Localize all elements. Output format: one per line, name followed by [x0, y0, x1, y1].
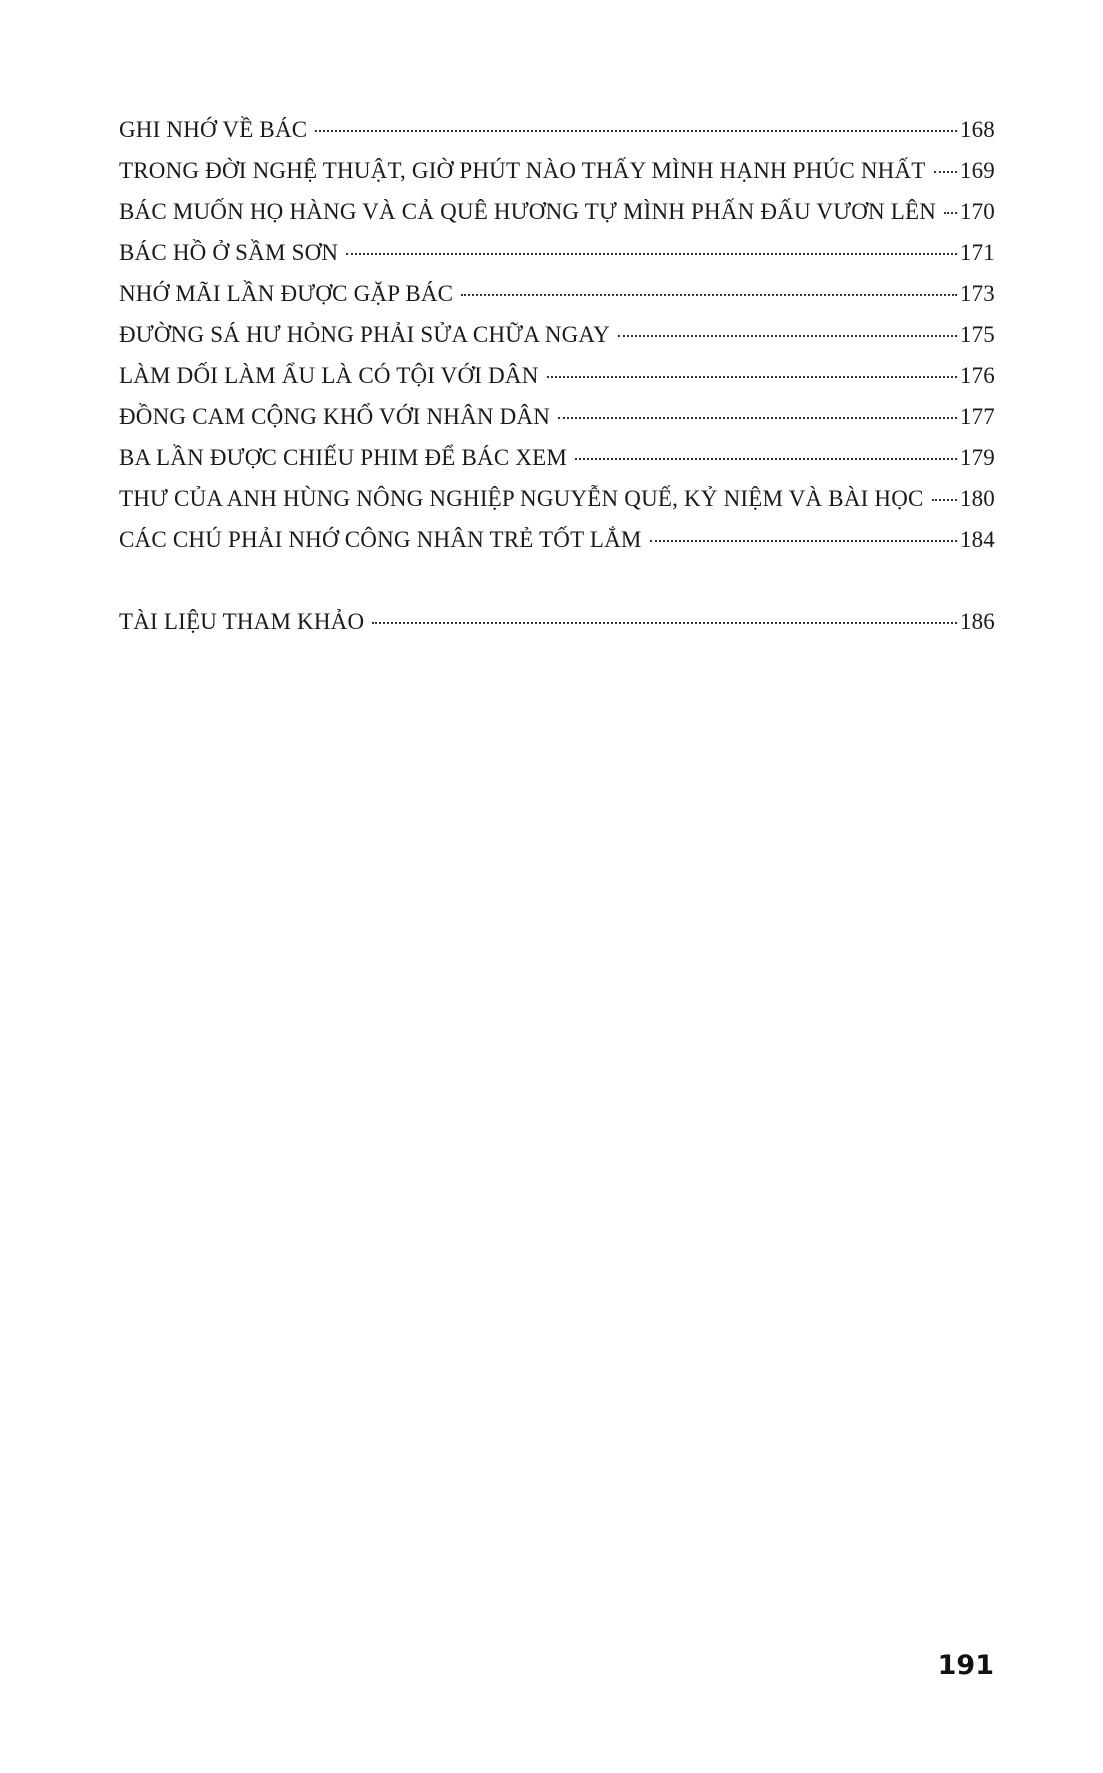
toc-entry-page: 170	[959, 199, 995, 224]
dot-leader	[346, 253, 957, 255]
toc-entry-title: BÁC MUỐN HỌ HÀNG VÀ CẢ QUÊ HƯƠNG TỰ MÌNH PHẤN ĐẤU VƯƠN LÊN	[119, 199, 937, 224]
dot-leader	[315, 130, 957, 132]
toc-entry[interactable]	[119, 363, 995, 404]
toc-entry-page: 175	[959, 322, 995, 347]
dot-leader	[618, 335, 957, 337]
dot-leader	[547, 376, 957, 378]
toc-entry[interactable]	[119, 486, 995, 527]
dot-leader	[932, 499, 957, 501]
toc-entry[interactable]	[119, 445, 995, 486]
toc-entry-title: TRONG ĐỜI NGHỆ THUẬT, GIỜ PHÚT NÀO THẤY MÌNH HẠNH PHÚC NHẤT	[119, 158, 926, 183]
toc-entry-page: 186	[959, 609, 995, 634]
toc-entry-title: BÁC HỒ Ở SẦM SƠN	[119, 240, 339, 265]
dot-leader	[650, 540, 957, 542]
toc-entry-page: 177	[959, 404, 995, 429]
toc-entry[interactable]	[119, 158, 995, 199]
dot-leader	[575, 458, 957, 460]
toc-entry-title: GHI NHỚ VỀ BÁC	[119, 117, 308, 142]
toc-entry-title: THƯ CỦA ANH HÙNG NÔNG NGHIỆP NGUYỄN QUẾ, KỶ NIỆM VÀ BÀI HỌC	[119, 486, 924, 511]
toc-entry-page: 171	[959, 240, 995, 265]
dot-leader	[558, 417, 957, 419]
toc-entry-page: 184	[959, 527, 995, 552]
toc-entry[interactable]	[119, 199, 995, 240]
toc-entry-title: LÀM DỐI LÀM ẨU LÀ CÓ TỘI VỚI DÂN	[119, 363, 539, 388]
toc-entry[interactable]	[119, 117, 995, 158]
toc-entry-title: BA LẦN ĐƯỢC CHIẾU PHIM ĐỂ BÁC XEM	[119, 445, 568, 470]
dot-leader	[461, 294, 957, 296]
toc-entry[interactable]	[119, 322, 995, 363]
page-number: 191	[937, 1650, 994, 1681]
toc-entry-title: CÁC CHÚ PHẢI NHỚ CÔNG NHÂN TRẺ TỐT LẮM	[119, 527, 642, 552]
toc-entry-title: NHỚ MÃI LẦN ĐƯỢC GẶP BÁC	[119, 281, 454, 306]
toc-entry-page: 180	[959, 486, 995, 511]
toc-entry-page: 168	[959, 117, 995, 142]
toc-entry-references[interactable]	[119, 609, 995, 650]
toc-entry-title: ĐỒNG CAM CỘNG KHỔ VỚI NHÂN DÂN	[119, 404, 551, 429]
toc-entry[interactable]	[119, 527, 995, 568]
toc-entry-title: ĐƯỜNG SÁ HƯ HỎNG PHẢI SỬA CHỮA NGAY	[119, 322, 610, 347]
toc-entry-page: 176	[959, 363, 995, 388]
table-of-contents	[119, 117, 995, 650]
toc-entry[interactable]	[119, 240, 995, 281]
toc-entry-page: 173	[959, 281, 995, 306]
toc-entry-title: TÀI LIỆU THAM KHẢO	[119, 609, 365, 634]
toc-entry[interactable]	[119, 404, 995, 445]
toc-entry-page: 179	[959, 445, 995, 470]
dot-leader	[944, 212, 957, 214]
toc-entry-page: 169	[959, 158, 995, 183]
toc-entry[interactable]	[119, 281, 995, 322]
dot-leader	[934, 171, 957, 173]
dot-leader	[372, 622, 957, 624]
